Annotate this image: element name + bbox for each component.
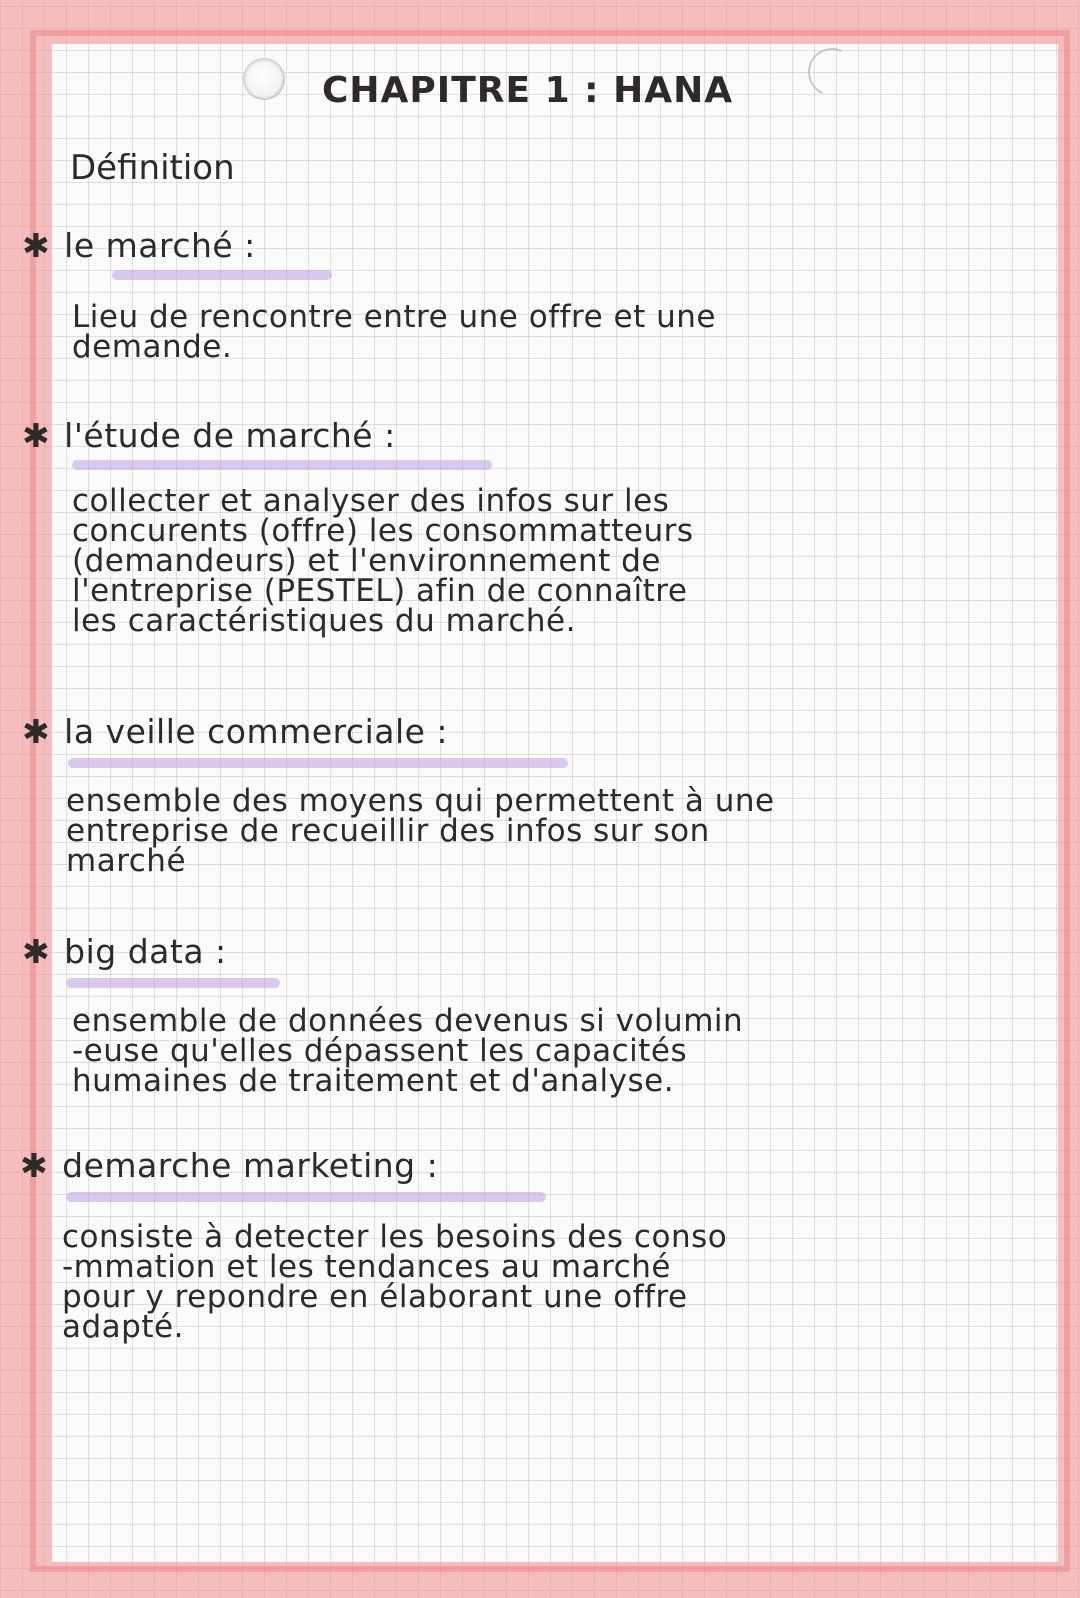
term-label: demarche marketing : bbox=[62, 1146, 439, 1185]
term-demarche-marketing bbox=[20, 1146, 438, 1185]
definition-line: demande. bbox=[72, 329, 233, 365]
punch-hole-outline-icon bbox=[801, 41, 863, 103]
definition-line: (demandeurs) et l'environnement de bbox=[72, 543, 661, 579]
term-marche bbox=[22, 226, 256, 265]
term-big-data bbox=[22, 932, 227, 971]
term-label: la veille commerciale : bbox=[64, 712, 449, 751]
definition-line: consiste à detecter les besoins des conso bbox=[62, 1219, 728, 1255]
term-label: le marché : bbox=[64, 226, 256, 265]
definition-line: ensemble des moyens qui permettent à une bbox=[66, 783, 775, 819]
term-label: l'étude de marché : bbox=[64, 416, 396, 455]
definition-line: pour y repondre en élaborant une offre bbox=[62, 1279, 688, 1315]
punch-hole-icon bbox=[243, 58, 285, 100]
definition-line: marché bbox=[66, 843, 187, 879]
definition-line: entreprise de recueillir des infos sur son bbox=[66, 813, 710, 849]
definition-line: les caractéristiques du marché. bbox=[72, 603, 576, 639]
asterisk-icon: ✱ bbox=[22, 712, 51, 751]
definition-veille-commerciale bbox=[66, 783, 775, 879]
definition-etude-de-marche bbox=[72, 483, 694, 639]
definition-line: concurents (offre) les consommatteurs bbox=[72, 513, 694, 549]
term-etude-de-marche bbox=[22, 416, 396, 455]
asterisk-icon: ✱ bbox=[20, 1146, 49, 1185]
definition-demarche-marketing bbox=[62, 1219, 728, 1345]
definition-line: -mmation et les tendances au marché bbox=[62, 1249, 671, 1285]
highlight-underline bbox=[72, 460, 492, 470]
section-label: Définition bbox=[70, 148, 235, 188]
definition-line: humaines de traitement et d'analyse. bbox=[72, 1063, 675, 1099]
highlight-underline bbox=[112, 270, 332, 280]
definition-line: l'entreprise (PESTEL) afin de connaître bbox=[72, 573, 688, 609]
term-label: big data : bbox=[64, 932, 227, 971]
definition-line: Lieu de rencontre entre une offre et une bbox=[72, 299, 716, 335]
highlight-underline bbox=[66, 1192, 546, 1202]
definition-line: ensemble de données devenus si volumin bbox=[72, 1003, 744, 1039]
definition-line: adapté. bbox=[62, 1309, 184, 1345]
highlight-underline bbox=[66, 978, 280, 988]
highlight-underline bbox=[68, 758, 568, 768]
definition-line: -euse qu'elles dépassent les capacités bbox=[72, 1033, 688, 1069]
asterisk-icon: ✱ bbox=[22, 932, 51, 971]
page-title: CHAPITRE 1 : HANA bbox=[322, 70, 734, 111]
term-veille-commerciale bbox=[22, 712, 448, 751]
definition-big-data bbox=[72, 1003, 744, 1099]
asterisk-icon: ✱ bbox=[22, 416, 51, 455]
definition-line: collecter et analyser des infos sur les bbox=[72, 483, 670, 519]
asterisk-icon: ✱ bbox=[22, 226, 51, 265]
definition-marche bbox=[72, 299, 716, 365]
